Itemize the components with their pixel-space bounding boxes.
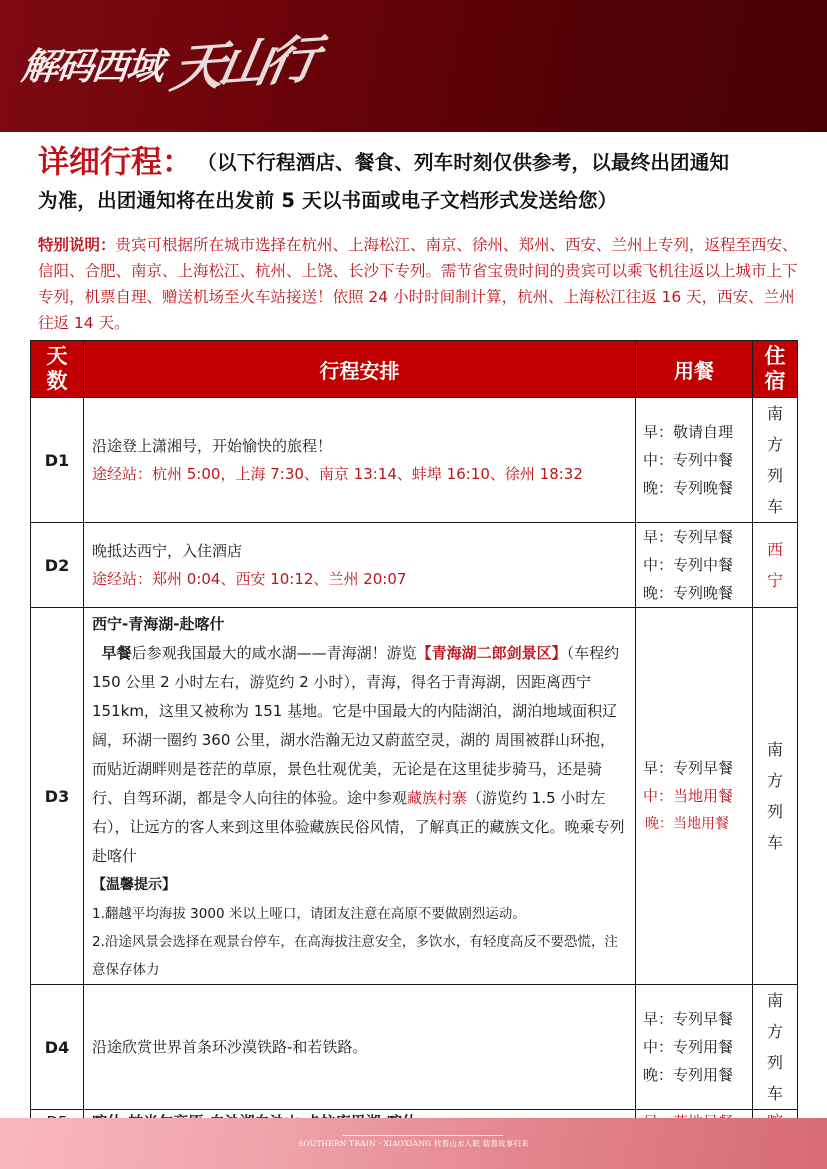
stay-cell: [753, 608, 798, 985]
table-header-row: [31, 341, 798, 398]
page-title: 详细行程：: [38, 144, 193, 181]
meal-breakfast: 早：敬请自理: [643, 423, 734, 441]
plan-stations: 途经站：杭州 5:00，上海 7:30、南京 13:14、蚌埠 16:10、徐州 18:32: [92, 465, 583, 483]
header-banner: [0, 0, 827, 132]
table-row: [31, 985, 798, 1110]
meal-cell: [636, 985, 753, 1110]
plan-cell: [84, 523, 636, 608]
meal-breakfast: 早：专列早餐: [643, 528, 734, 546]
meal-cell: [636, 523, 753, 608]
footer-divider: [343, 1135, 503, 1136]
plan-title: 西宁-青海湖-赴喀什: [92, 615, 225, 633]
header-meal: 用餐: [636, 341, 753, 398]
table-row: [31, 398, 798, 523]
plan-body-2: （游览约 1.5 小时左右），让远方的客人来到这里体验藏族民俗风情，了解真正的藏族文化。晚乘专列赴喀什: [92, 789, 625, 865]
plan-main: 沿途登上潇湘号，开始愉快的旅程！: [92, 437, 333, 455]
itinerary-heading: [38, 140, 808, 185]
table-row: [31, 523, 798, 608]
day-cell: D2: [31, 523, 84, 608]
tip-item: 1.翻越平均海拔 3000 米以上哑口，请团友注意在高原不要做剧烈运动。: [92, 906, 526, 922]
plan-highlight: 【青海湖二郎剑景区】: [416, 644, 567, 662]
meal-lunch: 中：专列中餐: [643, 451, 734, 469]
special-note-label: 特别说明：: [38, 236, 116, 254]
day-cell: D3: [31, 608, 84, 985]
plan-lead: 后参观我国最大的咸水湖——青海湖！游览: [131, 644, 417, 662]
stay-cell: [753, 398, 798, 523]
plan-main: 晚抵达西宁，入住酒店: [92, 542, 243, 560]
meal-dinner: 晚：专列晚餐: [643, 479, 734, 497]
plan-main: 沿途欣赏世界首条环沙漠铁路-和若铁路。: [92, 1038, 368, 1056]
meal-dinner: 晚：专列用餐: [643, 1066, 734, 1084]
itinerary-table: [30, 340, 798, 1135]
stay-text: 南 方 列 车: [766, 740, 783, 852]
meal-dinner: 晚：当地用餐: [645, 816, 729, 832]
special-note-text: 贵宾可根据所在城市选择在杭州、上海松江、南京、徐州、郑州、西安、兰州上专列，返程至西安、信阳、合肥、南京、上海松江、杭州、上饶、长沙下专列。需节省宝贵时间的贵宾可以乘飞机往返以上城市上下专列，机票自理、赠送机场至火车站接送！依照 24 小时时间制计算，杭州、上海松江往返 16 天，西安、兰州往返 14 天。: [38, 236, 798, 332]
meal-breakfast: 早：专列早餐: [643, 759, 734, 777]
plan-cell: [84, 985, 636, 1110]
meal-cell: [636, 608, 753, 985]
stay-cell: [753, 523, 798, 608]
header-stay: 住 宿: [753, 341, 798, 398]
meal-cell: [636, 398, 753, 523]
heading-note-line1: （以下行程酒店、餐食、列车时刻仅供参考，以最终出团通知: [207, 150, 730, 174]
plan-cell: [84, 398, 636, 523]
plan-cell: [84, 608, 636, 985]
plan-lead-bold: 早餐: [101, 644, 132, 662]
stay-text: 西 宁: [766, 540, 783, 590]
plan-village: 藏族村寨: [407, 789, 468, 807]
stay-cell: [753, 985, 798, 1110]
table-row: [31, 608, 798, 985]
header-day: 天 数: [31, 341, 84, 398]
tip-item: 2.沿途风景会选择在观景台停车，在高海拔注意安全，多饮水，有轻度高反不要恐慌，注意保存体力: [92, 934, 618, 978]
special-note: [38, 232, 800, 336]
banner-calligraphy: 天山行: [166, 29, 318, 100]
meal-lunch: 中：专列用餐: [643, 1038, 734, 1056]
stay-text: 南 方 列 车: [766, 404, 783, 516]
meal-dinner: 晚：专列晚餐: [643, 584, 734, 602]
meal-breakfast: 早：专列早餐: [643, 1010, 734, 1028]
footer-band: [0, 1118, 827, 1169]
day-cell: D1: [31, 398, 84, 523]
day-cell: D4: [31, 985, 84, 1110]
banner-title: 解码西域: [19, 45, 164, 88]
heading-note-line2: 为准，出团通知将在出发前 5 天以书面或电子文档形式发送给您）: [38, 189, 618, 212]
plan-stations: 途经站：郑州 0:04、西安 10:12、兰州 20:07: [92, 570, 407, 588]
plan-body-1: （车程约 150 公里 2 小时左右，游览约 2 小时），青海，得名于青海湖，因距离西宁 151km，这里又被称为 151 基地。它是中国最大的内陆湖泊，湖泊地域面积辽阔，环湖一圈约 360 公里，湖水浩瀚无边又蔚蓝空灵，湖的 周围被群山环抱，而贴近湖畔则是苍茫的草原，景色壮观优美，无论是在这里徒步骑马，还是骑行、自驾环湖，都是令人向往的体验。途中参观: [92, 644, 620, 807]
header-plan: 行程安排: [84, 341, 636, 398]
footer-tagline: SOUTHERN TRAIN · XIAOXIANG 枕着山水入眠 载着故事归来: [298, 1139, 529, 1148]
stay-text: 南 方 列 车: [766, 991, 783, 1103]
tips-title: 【温馨提示】: [92, 877, 176, 893]
plan-description: [92, 639, 627, 871]
meal-lunch: 中：专列中餐: [643, 556, 734, 574]
meal-lunch: 中：当地用餐: [643, 787, 734, 805]
